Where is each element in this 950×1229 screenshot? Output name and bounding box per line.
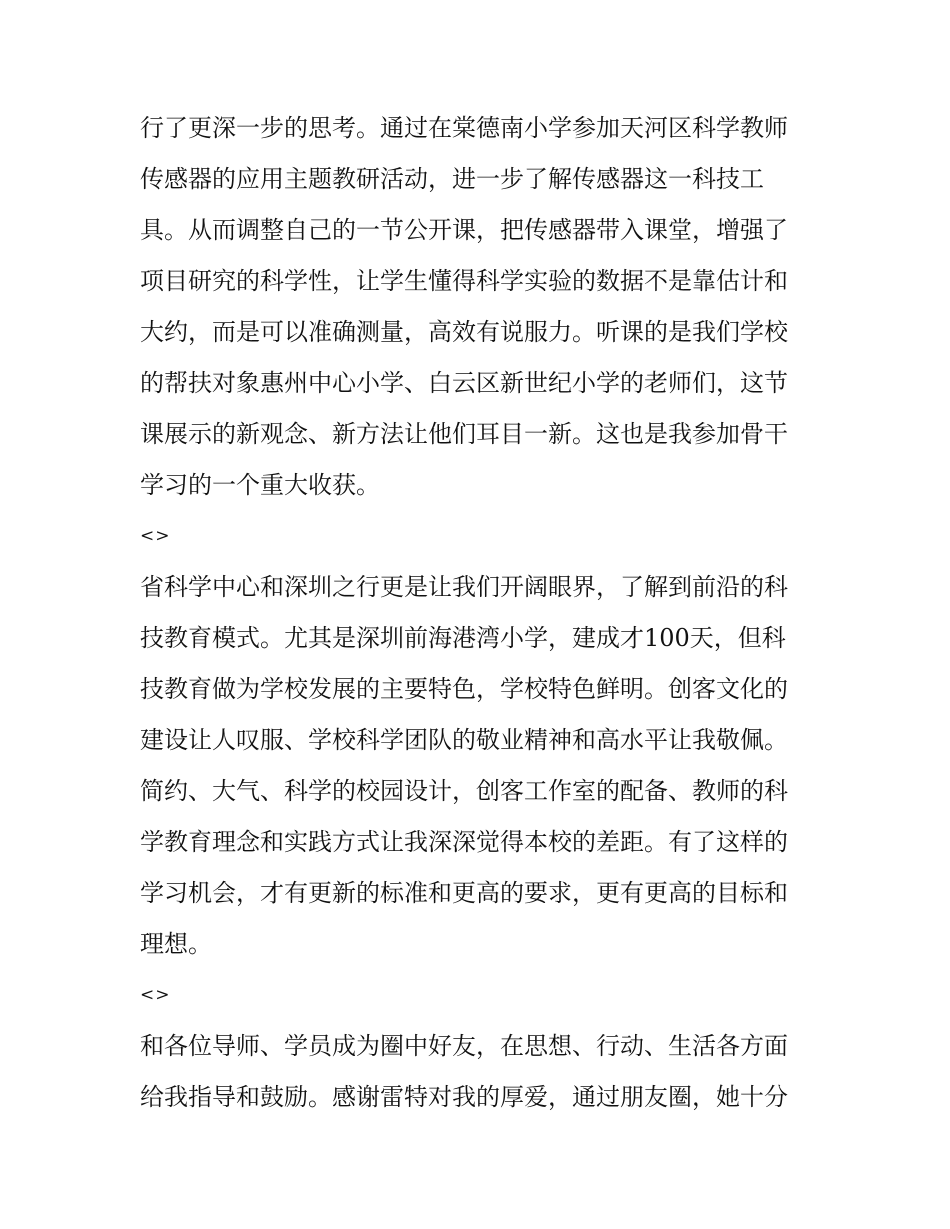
- text-line: 行了更深一步的思考。通过在棠德南小学参加天河区科学教师: [140, 114, 788, 142]
- text-line: 和各位导师、学员成为圈中好友，在思想、行动、生活各方面: [140, 1032, 788, 1060]
- text-line: 具。从而调整自己的一节公开课，把传感器带入课堂，增强了: [140, 216, 788, 244]
- text-line: 的帮扶对象惠州中心小学、白云区新世纪小学的老师们，这节: [140, 369, 788, 397]
- text-line: 建设让人叹服、学校科学团队的敬业精神和高水平让我敬佩。: [140, 726, 788, 754]
- text-line: 传感器的应用主题教研活动，进一步了解传感器这一科技工: [140, 165, 764, 193]
- text-line: 大约，而是可以准确测量，高效有说服力。听课的是我们学校: [140, 318, 788, 346]
- text-line: 理想。: [140, 930, 212, 958]
- text-line: 学教育理念和实践方式让我深深觉得本校的差距。有了这样的: [140, 828, 788, 856]
- text-line: 学习机会，才有更新的标准和更高的要求，更有更高的目标和: [140, 879, 788, 907]
- text-line: 简约、大气、科学的校园设计，创客工作室的配备、教师的科: [140, 777, 788, 805]
- text-line: 项目研究的科学性，让学生懂得科学实验的数据不是靠估计和: [140, 267, 788, 295]
- paragraph-separator: <>: [140, 985, 171, 1005]
- text-line: 技教育做为学校发展的主要特色，学校特色鲜明。创客文化的: [140, 675, 788, 703]
- text-line: 给我指导和鼓励。感谢雷特对我的厚爱，通过朋友圈，她十分: [140, 1083, 788, 1111]
- text-line: 技教育模式。尤其是深圳前海港湾小学，建成才100天，但科: [140, 624, 786, 652]
- text-line: 学习的一个重大收获。: [140, 471, 380, 499]
- body-text: [140, 103, 812, 1123]
- paragraph-separator: <>: [140, 526, 171, 546]
- text-line: 课展示的新观念、新方法让他们耳目一新。这也是我参加骨干: [140, 420, 788, 448]
- text-line: 省科学中心和深圳之行更是让我们开阔眼界，了解到前沿的科: [140, 573, 788, 601]
